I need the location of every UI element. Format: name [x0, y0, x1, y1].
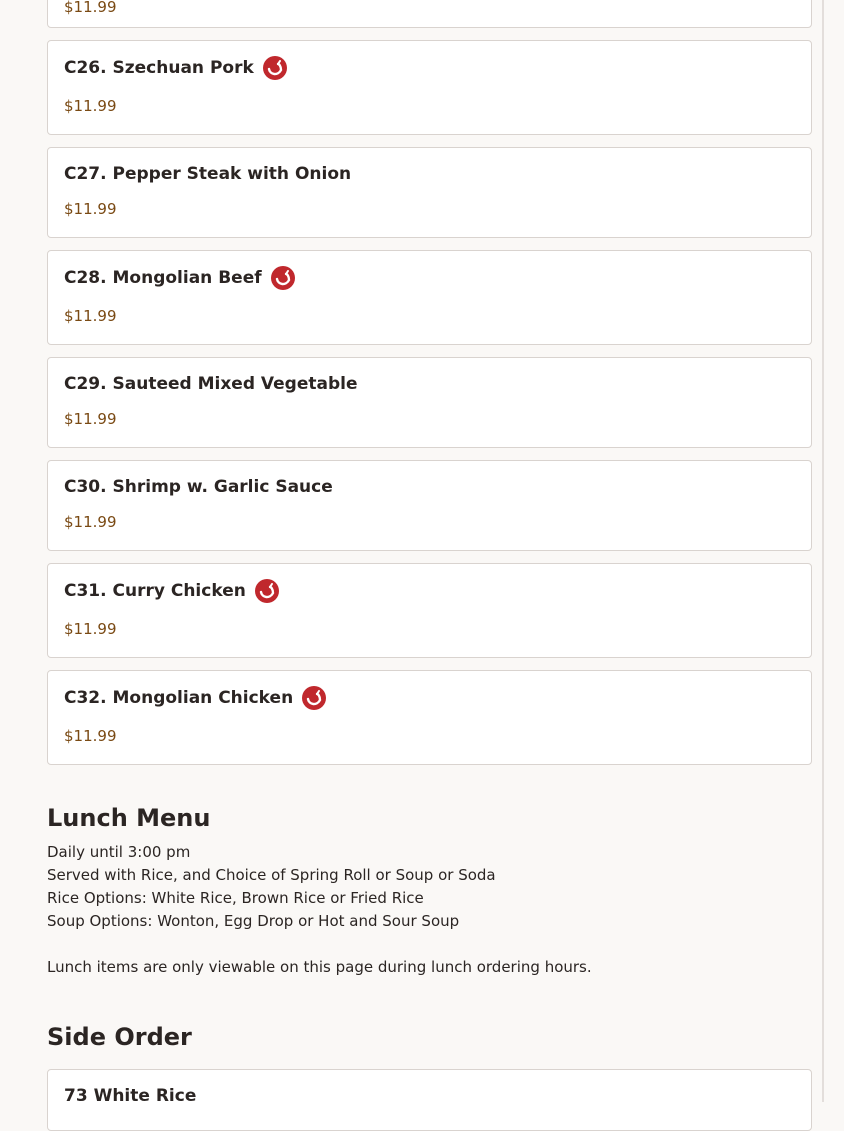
item-price: $11.99 — [64, 410, 117, 428]
item-price: $11.99 — [64, 513, 117, 531]
item-title: 73 White Rice — [64, 1086, 197, 1106]
section-title-side-order: Side Order — [47, 1023, 192, 1051]
menu-item-card[interactable] — [47, 147, 812, 238]
item-price: $11.99 — [64, 200, 117, 218]
menu-item-card[interactable] — [47, 563, 812, 658]
menu-item-card[interactable] — [47, 40, 812, 135]
item-title: C32. Mongolian Chicken — [64, 688, 294, 708]
section-title-lunch-menu: Lunch Menu — [47, 804, 211, 832]
lunch-availability-note: Lunch items are only viewable on this page during lunch ordering hours. — [47, 958, 592, 976]
chili-pepper-icon — [262, 55, 288, 81]
lunch-description-line: Daily until 3:00 pm — [47, 843, 191, 861]
menu-item-card-partial[interactable] — [47, 0, 812, 28]
item-price: $11.99 — [64, 620, 117, 638]
item-price: $11.99 — [64, 97, 117, 115]
chili-pepper-icon — [270, 265, 296, 291]
item-title: C27. Pepper Steak with Onion — [64, 164, 352, 184]
chili-pepper-icon — [254, 578, 280, 604]
menu-item-card[interactable] — [47, 460, 812, 551]
lunch-description-line: Rice Options: White Rice, Brown Rice or Fried Rice — [47, 889, 424, 907]
page-right-border — [822, 0, 824, 1102]
item-title: C28. Mongolian Beef — [64, 268, 262, 288]
item-title: C30. Shrimp w. Garlic Sauce — [64, 477, 333, 497]
lunch-description-line: Soup Options: Wonton, Egg Drop or Hot and Sour Soup — [47, 912, 460, 930]
item-title: C26. Szechuan Pork — [64, 58, 254, 78]
item-price: $11.99 — [64, 0, 117, 16]
lunch-description-line: Served with Rice, and Choice of Spring Roll or Soup or Soda — [47, 866, 496, 884]
chili-pepper-icon — [301, 685, 327, 711]
item-price: $11.99 — [64, 307, 117, 325]
item-title: C29. Sauteed Mixed Vegetable — [64, 374, 358, 394]
menu-item-card[interactable] — [47, 357, 812, 448]
item-price: $11.99 — [64, 727, 117, 745]
menu-item-card[interactable] — [47, 670, 812, 765]
item-title: C31. Curry Chicken — [64, 581, 246, 601]
menu-item-card[interactable] — [47, 250, 812, 345]
menu-item-card[interactable] — [47, 1069, 812, 1131]
